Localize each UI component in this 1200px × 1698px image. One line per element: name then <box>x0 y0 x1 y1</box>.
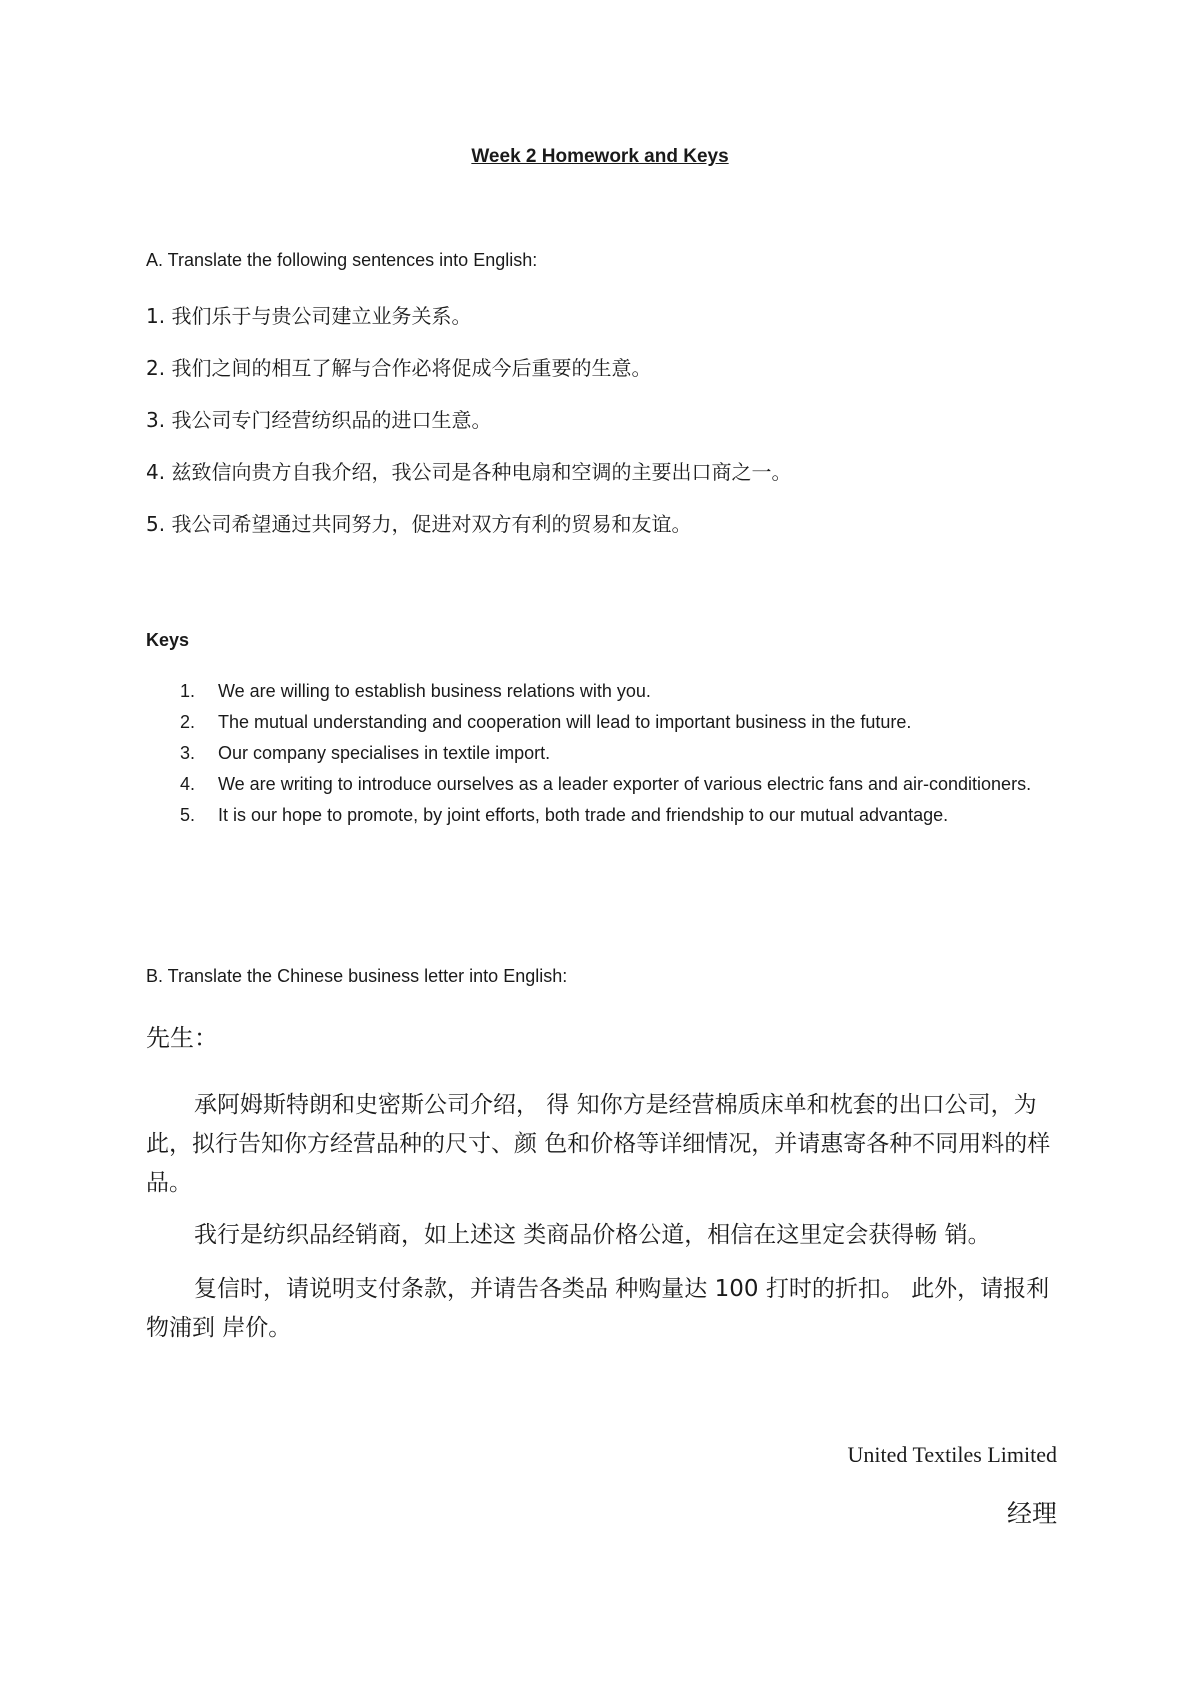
letter-paragraph-3: 复信时，请说明支付条款，并请告各类品 种购量达 100 打时的折扣。 此外，请报利物浦到 岸价。 <box>146 1276 1050 1341</box>
key-text: The mutual understanding and cooperation will lead to important business in the future. <box>218 712 912 732</box>
signatory-title: 经理 <box>1006 1499 1057 1528</box>
letter-salutation: 先生： <box>146 1024 218 1052</box>
chinese-sentence-1: 1. 我们乐于与贵公司建立业务关系。 <box>146 304 472 328</box>
chinese-sentence-3: 3. 我公司专门经营纺织品的进口生意。 <box>146 408 492 432</box>
key-item <box>146 769 1046 800</box>
section-b-heading: B. Translate the Chinese business letter into English: <box>146 966 568 986</box>
company-name: United Textiles Limited <box>847 1442 1057 1467</box>
key-item <box>146 738 1046 769</box>
key-number: 5. <box>180 805 196 825</box>
key-number: 3. <box>180 743 196 763</box>
letter-paragraph-1: 承阿姆斯特朗和史密斯公司介绍， 得 知你方是经营棉质床单和枕套的出口公司，为此，拟行告知你方经营品种的尺寸、颜 色和价格等详细情况，并请惠寄各种不同用料的样品。 <box>146 1092 1051 1196</box>
key-text: Our company specialises in textile import. <box>218 743 551 763</box>
key-item <box>146 707 1046 738</box>
page-title: Week 2 Homework and Keys <box>471 146 729 167</box>
letter-paragraph-2: 我行是纺织品经销商，如上述这 类商品价格公道，相信在这里定会获得畅 销。 <box>194 1222 991 1248</box>
keys-list <box>146 676 1046 831</box>
key-item <box>146 800 1046 831</box>
chinese-sentence-5: 5. 我公司希望通过共同努力，促进对双方有利的贸易和友谊。 <box>146 512 692 536</box>
key-text: We are willing to establish business relations with you. <box>218 681 651 701</box>
key-number: 4. <box>180 774 196 794</box>
key-text: We are writing to introduce ourselves as a leader exporter of various electric fans and air-conditioners. <box>218 774 1032 794</box>
chinese-sentence-2: 2. 我们之间的相互了解与合作必将促成今后重要的生意。 <box>146 356 652 380</box>
key-number: 2. <box>180 712 196 732</box>
keys-heading: Keys <box>146 630 190 650</box>
key-text: It is our hope to promote, by joint efforts, both trade and friendship to our mutual advantage. <box>218 805 949 825</box>
key-number: 1. <box>180 681 196 701</box>
chinese-sentence-4: 4. 兹致信向贵方自我介绍，我公司是各种电扇和空调的主要出口商之一。 <box>146 460 792 484</box>
section-a-heading: A. Translate the following sentences into English: <box>146 250 538 270</box>
key-item <box>146 676 1046 707</box>
